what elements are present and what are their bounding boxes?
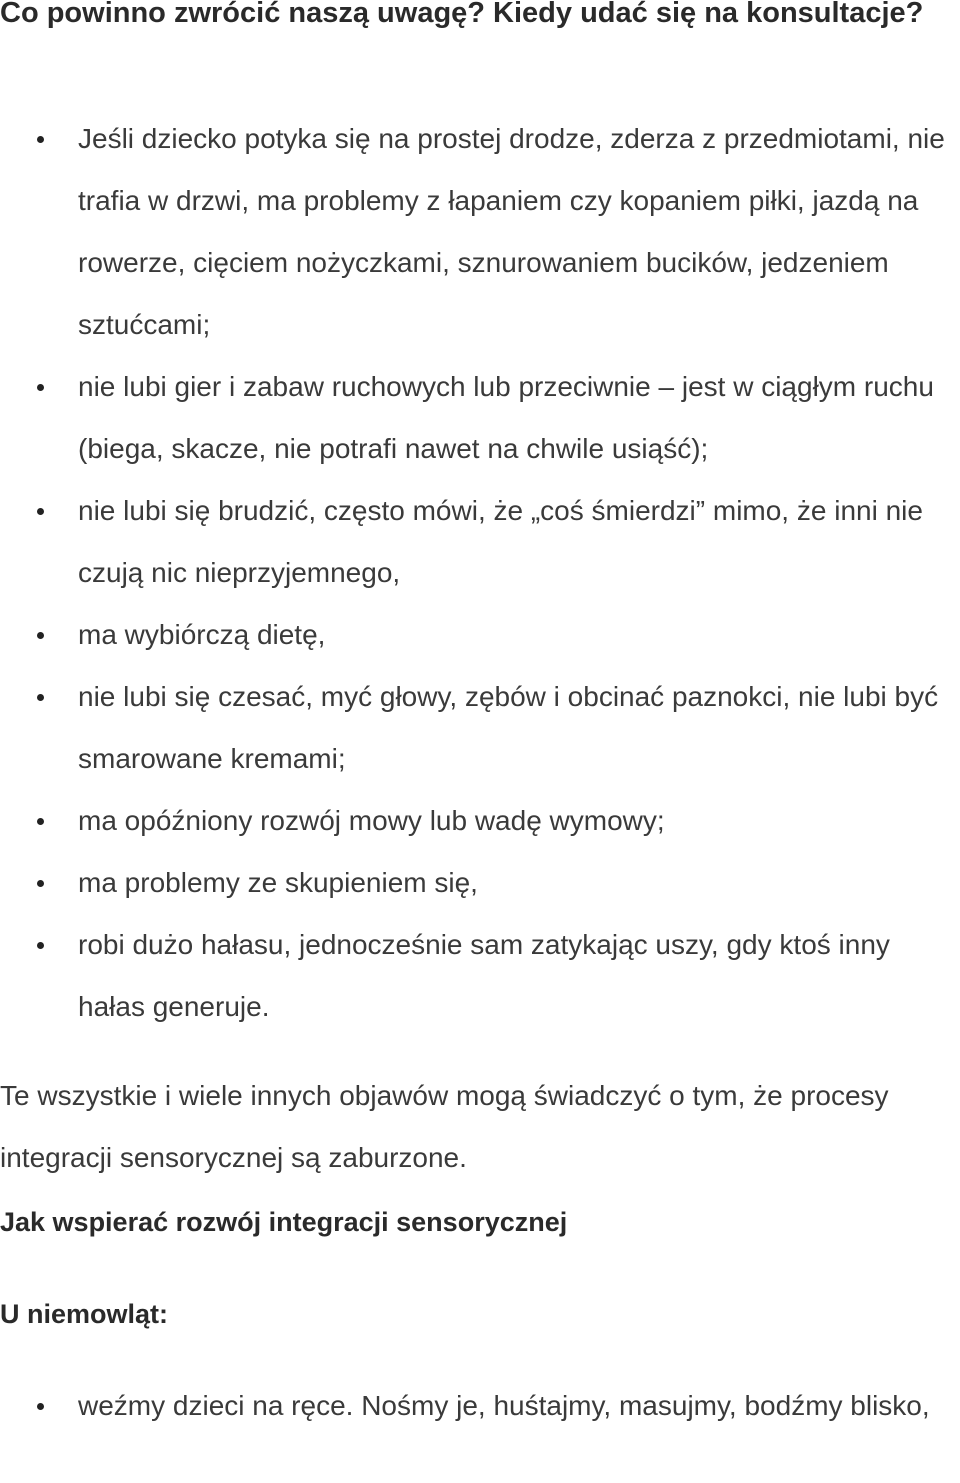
bullet-icon bbox=[37, 694, 44, 701]
bullet-icon bbox=[37, 818, 44, 825]
list-item bbox=[0, 852, 960, 914]
list-item-text: ma opóźniony rozwój mowy lub wadę wymowy; bbox=[78, 805, 665, 836]
bullet-icon bbox=[37, 942, 44, 949]
list-item bbox=[0, 790, 960, 852]
list-item bbox=[0, 480, 960, 604]
section-heading-support: Jak wspierać rozwój integracji sensorycznej bbox=[0, 1207, 568, 1237]
list-item-text: robi dużo hałasu, jednocześnie sam zatykając uszy, gdy ktoś inny hałas generuje. bbox=[78, 929, 890, 1022]
bullet-icon bbox=[37, 136, 44, 143]
list-item-text: nie lubi się brudzić, często mówi, że „coś śmierdzi” mimo, że inni nie czują nic nieprzyjemnego, bbox=[78, 495, 923, 588]
list-item bbox=[0, 1375, 960, 1437]
list-item bbox=[0, 914, 960, 1038]
bullet-icon bbox=[37, 508, 44, 515]
section-heading-consultation: Co powinno zwrócić naszą uwagę? Kiedy udać się na konsultacje? bbox=[0, 0, 924, 29]
list-item bbox=[0, 604, 960, 666]
bullet-icon bbox=[37, 384, 44, 391]
list-item-text: nie lubi się czesać, myć głowy, zębów i obcinać paznokci, nie lubi być smarowane kremami; bbox=[78, 681, 939, 774]
bullet-icon bbox=[37, 880, 44, 887]
bullet-icon bbox=[37, 632, 44, 639]
list-item-text: weźmy dzieci na ręce. Nośmy je, huśtajmy, masujmy, bodźmy blisko, bbox=[78, 1390, 930, 1421]
list-item-text: ma problemy ze skupieniem się, bbox=[78, 867, 478, 898]
infant-tips-list bbox=[0, 1375, 960, 1437]
list-item-text: Jeśli dziecko potyka się na prostej drodze, zderza z przedmiotami, nie trafia w drzwi, ma problemy z łapaniem czy kopaniem piłki, jazdą na rowerze, cięciem nożyczkami, sznurowaniem bucików, jedzeniem sztućcami; bbox=[78, 123, 945, 340]
list-item bbox=[0, 666, 960, 790]
section-heading-infants: U niemowląt: bbox=[0, 1299, 169, 1329]
bullet-icon bbox=[37, 1403, 44, 1410]
summary-paragraph: Te wszystkie i wiele innych objawów mogą świadczyć o tym, że procesy integracji sensorycznej są zaburzone. bbox=[0, 1080, 889, 1173]
list-item bbox=[0, 356, 960, 480]
symptom-list bbox=[0, 108, 960, 1038]
list-item bbox=[0, 108, 960, 356]
list-item-text: nie lubi gier i zabaw ruchowych lub przeciwnie – jest w ciągłym ruchu (biega, skacze, nie potrafi nawet na chwile usiąść); bbox=[78, 371, 934, 464]
list-item-text: ma wybiórczą dietę, bbox=[78, 619, 326, 650]
